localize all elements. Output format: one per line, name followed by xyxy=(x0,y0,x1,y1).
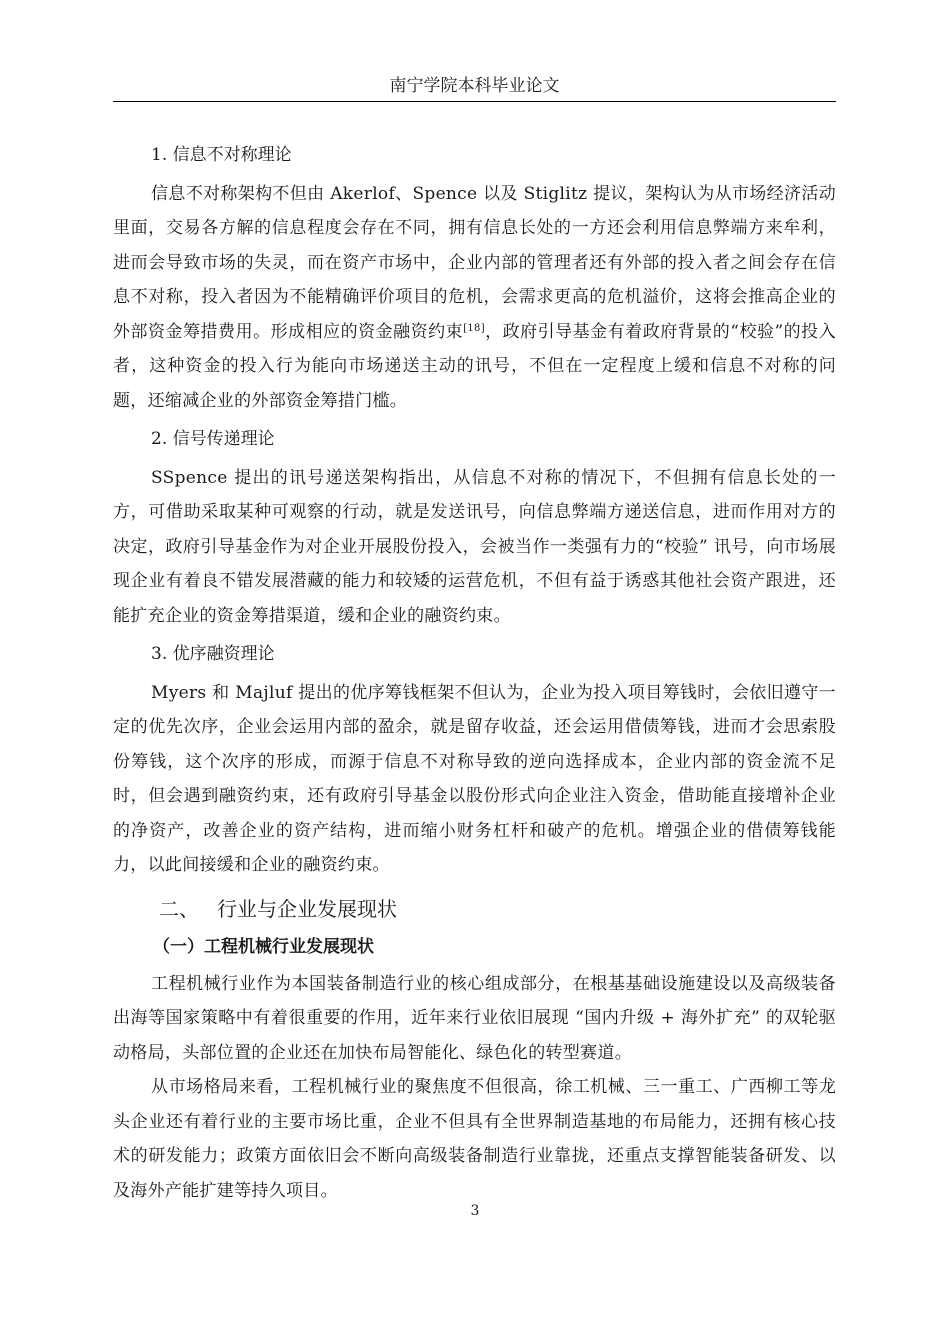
section-heading-pecking-order: 3. 优序融资理论 xyxy=(151,644,275,664)
paragraph-pecking-order: Myers 和 Majluf 提出的优序筹钱框架不但认为，企业为投入项目筹钱时，会依旧遵守一定的优先次序，企业会运用内部的盈余，就是留存收益，还会运用借债筹钱，进而才会思索股份筹钱，这个次序的形成，而源于信息不对称导致的逆向选择成本，企业内部的资金流不足时，但会遇到融资约束，还有政府引导基金以股份形式向企业注入资金，借助能直接增补企业的净资产，改善企业的资产结构，进而缩小财务杠杆和破产的危机。增强企业的借债筹钱能力，以此间接缓和企业的融资约束。 xyxy=(113,682,836,875)
chapter-number: 二、 xyxy=(159,896,199,921)
paragraph-signaling: SSpence 提出的讯号递送架构指出，从信息不对称的情况下，不但拥有信息长处的一方，可借助采取某种可观察的行动，就是发送讯号，向信息弊端方递送信息，进而作用对方的决定，政府引导基金作为对企业开展股份投入，会被当作一类强有力的“校验” 讯号，向市场展现企业有着良不错发展潜藏的能力和较矮的运营危机，不但有益于诱惑其他社会资产跟进，还能扩充企业的资金筹措渠道，缓和企业的融资约束。 xyxy=(113,467,836,626)
chapter-title: 行业与企业发展现状 xyxy=(217,896,397,921)
section-heading-information-asymmetry: 1. 信息不对称理论 xyxy=(151,145,292,165)
page-header-title: 南宁学院本科毕业论文 xyxy=(389,76,560,96)
chapter-heading xyxy=(113,891,836,927)
paragraph-industry-overview: 工程机械行业作为本国装备制造行业的核心组成部分，在根基基础设施建设以及高级装备出海等国家策略中有着很重要的作用，近年来行业依旧展现 “国内升级 + 海外扩充” 的双轮驱动格局，头部位置的企业还在加快布局智能化、绿色化的转型赛道。 xyxy=(113,973,836,1063)
citation-ref: [18] xyxy=(463,322,485,334)
page-body xyxy=(113,138,836,1208)
section-heading-signaling: 2. 信号传递理论 xyxy=(151,429,275,449)
page-number: 3 xyxy=(470,1203,480,1219)
paragraph-text: 信息不对称架构不但由 Akerlof、Spence 以及 Stiglitz 提议，架构认为从市场经济活动里面，交易各方解的信息程度会存在不同，拥有信息长处的一方还会利用信息弊端方来牟利，进而会导致市场的失灵，而在资产市场中，企业内部的管理者还有外部的投入者之间会存在信息不对称，投入者因为不能精确评价项目的危机，会需求更高的危机溢价，这将会推高企业的外部资金筹措费用。形成相应的资金融资约束 xyxy=(113,183,836,342)
subchapter-heading: （一）工程机械行业发展现状 xyxy=(153,936,374,957)
header-divider xyxy=(113,101,836,102)
paragraph-information-asymmetry xyxy=(113,177,836,419)
paragraph-text: ，政府引导基金有着政府背景的“校验”的投入者，这种资金的投入行为能向市场递送主动的讯号，不但在一定程度上缓和信息不对称的问题，还缩减企业的外部资金筹措门槛。 xyxy=(113,321,836,411)
paragraph-market-structure: 从市场格局来看，工程机械行业的聚焦度不但很高，徐工机械、三一重工、广西柳工等龙头企业还有着行业的主要市场比重，企业不但具有全世界制造基地的布局能力，还拥有核心技术的研发能力；政策方面依旧会不断向高级装备制造行业靠拢，还重点支撑智能装备研发、以及海外产能扩建等持久项目。 xyxy=(113,1077,836,1201)
